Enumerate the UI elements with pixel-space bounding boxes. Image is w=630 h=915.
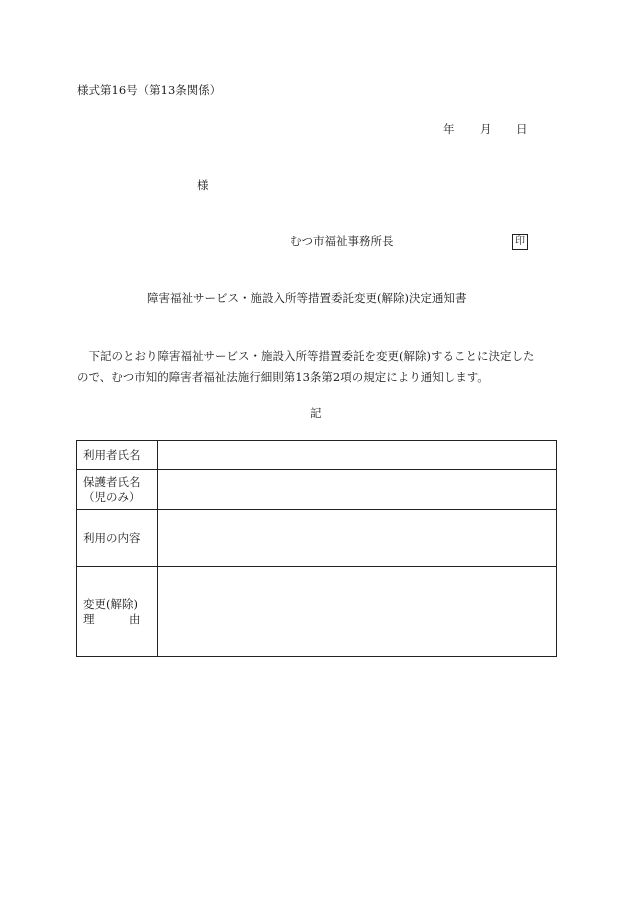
label-line: （児のみ）: [83, 489, 141, 504]
seal-mark: 印: [512, 234, 528, 250]
label-change-reason: [77, 567, 158, 657]
value-guardian-name: [158, 470, 557, 510]
table-row-user-name: [77, 441, 557, 470]
label-line: 理 由: [83, 611, 141, 626]
document-title: 障害福祉サービス・施設入所等措置委託変更(解除)決定通知書: [147, 291, 467, 305]
issuer-name: むつ市福祉事務所長: [290, 234, 394, 248]
label-user-name: [77, 441, 158, 470]
table-row-change-reason: [77, 567, 557, 657]
label-guardian-name: [77, 470, 158, 510]
recipient-honorific: 様: [197, 178, 209, 192]
body-text-line-1: 下記のとおり障害福祉サービス・施設入所等措置委託を変更(解除)することに決定した: [77, 349, 535, 363]
table-row-usage-content: [77, 510, 557, 567]
value-usage-content: [158, 510, 557, 567]
date-month-label: 月: [480, 122, 492, 136]
form-number: 様式第16号（第13条関係）: [77, 83, 222, 97]
date-day-label: 日: [516, 122, 528, 136]
value-user-name: [158, 441, 557, 470]
label-line: 変更(解除): [83, 596, 138, 611]
date-year-label: 年: [443, 122, 455, 136]
label-line: 保護者氏名: [83, 474, 141, 489]
label-line: 利用の内容: [83, 530, 141, 545]
ki-heading: 記: [310, 406, 322, 420]
value-change-reason: [158, 567, 557, 657]
label-line: 利用者氏名: [83, 447, 141, 462]
body-text-line-2: ので、むつ市知的障害者福祉法施行細則第13条第2項の規定により通知します。: [77, 370, 489, 384]
details-table: [76, 440, 557, 657]
label-usage-content: [77, 510, 158, 567]
table-row-guardian-name: [77, 470, 557, 510]
